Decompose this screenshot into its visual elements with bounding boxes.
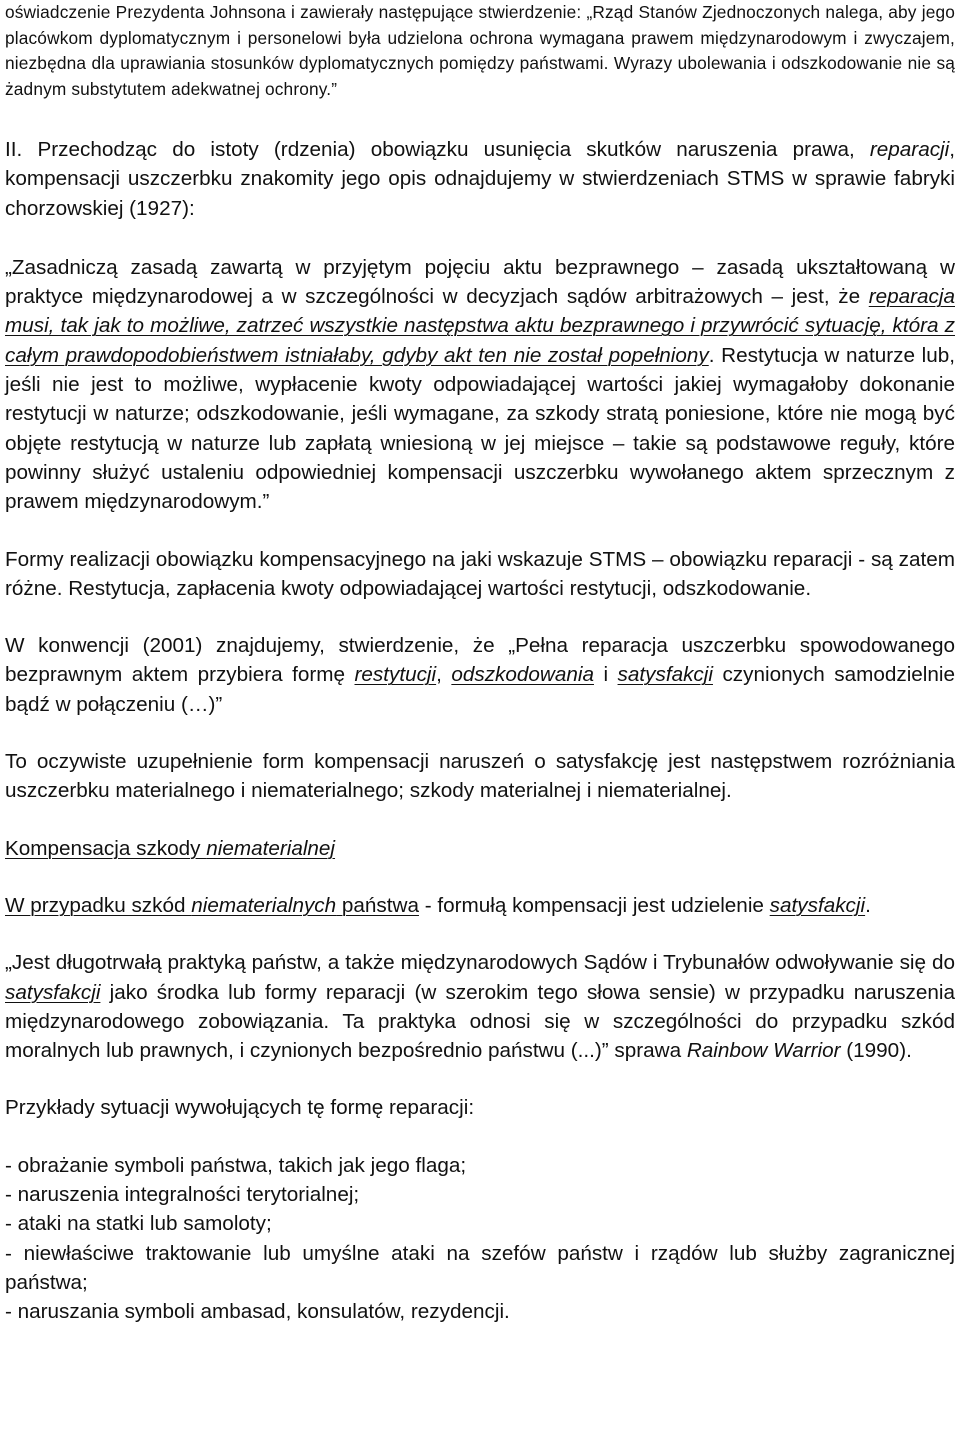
paragraph-examples-intro — [5, 1093, 955, 1122]
underlined-term-niematerialnych: niematerialnych — [191, 893, 337, 917]
paragraph-complement — [5, 747, 955, 806]
examples-list — [5, 1151, 955, 1327]
paragraph-text: „Zasadniczą zasadą zawartą w przyjętym pojęciu aktu bezprawnego – zasadą ukształtowaną w praktyce międzynarodowej a w szczególności w decyzjach sądów arbitrażowych – jest, że — [5, 255, 955, 309]
paragraph-rainbow-warrior — [5, 948, 955, 1065]
underlined-quote-fragment: reparacja musi, tak jak to możliwe, zatrzeć wszystkie następstwa aktu bezprawnego i przywrócić sytuację, która z całym prawdopodobieństwem istniałaby, gdyby akt ten nie został popełniony — [5, 285, 955, 367]
paragraph-forms — [5, 545, 955, 604]
underlined-term-satysfakcji: satysfakcji — [5, 980, 101, 1004]
section-heading — [5, 834, 955, 863]
paragraph-text: , — [436, 663, 452, 687]
paragraph-text: (1990). — [840, 1039, 912, 1063]
paragraph-text: II. Przechodząc do istoty (rdzenia) obowiązku usunięcia skutków naruszenia prawa, — [5, 138, 870, 161]
paragraph-satisfaction-formula — [5, 891, 955, 920]
underlined-text: państwa — [336, 893, 419, 917]
paragraph-johnson-statement — [5, 0, 955, 102]
paragraph-text: W konwencji (2001) znajdujemy, stwierdzenie, że „Pełna reparacja uszczerbku spowodowanego bezprawnym aktem przybiera formę — [5, 634, 955, 687]
paragraph-text: . — [865, 893, 871, 917]
italic-case-name: Rainbow Warrior — [686, 1039, 841, 1063]
paragraph-text: To oczywiste uzupełnienie form kompensacji naruszeń o satysfakcję jest następstwem rozróżniania uszczerbku materialnego i niematerialnego; szkody materialnej i niematerialnej. — [5, 750, 955, 803]
paragraph-chorzow-quote — [5, 253, 955, 517]
paragraph-text: czynionych samodzielnie bądź w połączeniu (…)” — [5, 663, 956, 716]
heading-text: Kompensacja szkody — [5, 836, 207, 860]
underlined-term-restytucji: restytucji — [354, 663, 437, 687]
paragraph-text: Formy realizacji obowiązku kompensacyjnego na jaki wskazuje STMS – obowiązku reparacji - są zatem różne. Restytucja, zapłacenia kwoty odpowiadającej wartości restytucji, odszkodowanie. — [5, 547, 955, 600]
list-item: - ataki na statki lub samoloty; — [5, 1212, 272, 1236]
paragraph-text: - formułą kompensacji jest udzielenie — [418, 893, 770, 917]
paragraph-text: . Restytucja w naturze lub, jeśli nie jest to możliwe, wypłacenie kwoty odpowiadającej wartości jakiej wymagałoby dokonanie restytucji w naturze; odszkodowanie, jeśli wymagane, za szkody stratą poniesione, które nie mogą być objęte restytucją w naturze lub zapłatą wniesioną w jej miejsce – takie są podstawowe reguły, które powinny służyć ustaleniu odpowiedniej kompensacji uszczerbku wywołanego aktem sprzecznym z prawem międzynarodowym.” — [5, 343, 955, 514]
paragraph-text: , kompensacji uszczerbku znakomity jego opis odnajdujemy w stwierdzeniach STMS w sprawie fabryki chorzowskiej (1927): — [5, 138, 955, 220]
paragraph-text: Przykłady sytuacji wywołujących tę formę reparacji: — [5, 1096, 475, 1120]
list-item: - niewłaściwe traktowanie lub umyślne ataki na szefów państw i rządów lub służby zagranicznej państwa; — [5, 1241, 955, 1294]
paragraph-text: „Jest długotrwałą praktyką państw, a także międzynarodowych Sądów i Trybunałów odwoływanie się do — [5, 951, 955, 975]
list-item: - obrażanie symboli państwa, takich jak jego flaga; — [5, 1153, 467, 1177]
paragraph-text: jako środka lub formy reparacji (w szerokim tego słowa sensie) w przypadku naruszenia międzynarodowego zobowiązania. Ta praktyka odnosi się w szczególności do przypadku szkód moralnych lub prawnych, i czynionych bezpośrednio państwu (...)” sprawa — [5, 980, 955, 1063]
paragraph-chorzow-intro — [5, 135, 955, 223]
underlined-text: W przypadku szkód — [5, 893, 192, 917]
list-item: - naruszenia integralności terytorialnej; — [5, 1183, 360, 1207]
underlined-term-odszkodowania: odszkodowania — [451, 663, 594, 687]
paragraph-text: oświadczenie Prezydenta Johnsona i zawierały następujące stwierdzenie: „Rząd Stanów Zjednoczonych nalega, aby jego placówkom dyplomatycznym i personelowi była udzielona ochrona wymagana prawem międzynarodowym i zwyczajem, niezbędna dla uprawiania stosunków dyplomatycznych pomiędzy państwami. Wyrazy ubolewania i odszkodowanie nie są żadnym substytutem adekwatnej ochrony.” — [5, 2, 955, 99]
paragraph-text: i — [593, 663, 618, 687]
underlined-term-satysfakcji: satysfakcji — [617, 663, 713, 687]
italic-term-reparacji: reparacji — [869, 138, 950, 161]
list-item: - naruszania symboli ambasad, konsulatów, rezydencji. — [5, 1300, 510, 1324]
heading-italic-text: niematerialnej — [206, 836, 336, 860]
document-page — [5, 0, 955, 1327]
paragraph-convention-2001 — [5, 631, 955, 719]
underlined-term-satysfakcji: satysfakcji — [769, 893, 866, 917]
